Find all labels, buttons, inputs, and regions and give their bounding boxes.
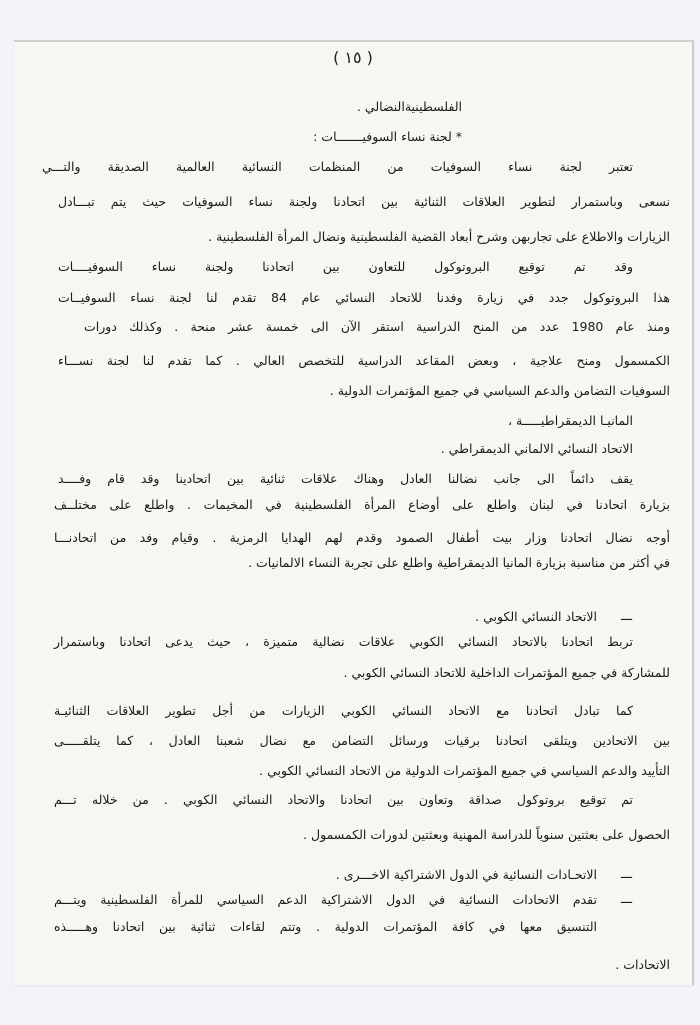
text-line: الاتحادات . xyxy=(615,957,670,972)
page-number: ( ١٥ ) xyxy=(333,48,373,67)
text-line: تربط اتحادنا بالاتحاد النسائي الكوبي علاقات نضالية متميزة ، حيث يدعى اتحادنا وباستمرار xyxy=(54,634,633,649)
text-line: هذا البروتوكول جدد في زيارة وفدنا للاتحاد النسائي عام 84 تقدم لنا لجنة نساء السوفيــات xyxy=(58,290,670,305)
text-line: وقد تم توقيع البروتوكول للتعاون بين اتحادنا ولجنة نساء السوفيــــات xyxy=(58,259,633,274)
text-line: السوفيات التضامن والدعم السياسي في جميع المؤتمرات الدولية . xyxy=(329,383,670,398)
text-line: بزيارة اتحادنا في لبنان واطلع على أوضاع المرأة الفلسطينية في المخيمات . واطلع على مختلــف xyxy=(54,497,670,512)
section-heading-gdr: المانيـا الديمقراطيـــــة ، xyxy=(508,413,633,428)
text-line: الحصول على بعثتين سنوياً للدراسة المهنية وبعثتين لدورات الكمسمول . xyxy=(303,827,670,842)
text-line: تقدم الاتحادات النسائية في الدول الاشتراكية الدعم السياسي للمرأة الفلسطينية ويتـــم xyxy=(54,892,597,907)
bullet-dash: ـــ xyxy=(621,891,632,906)
text-line: تم توقيع بروتوكول صداقة وتعاون بين اتحادنا والاتحاد النسائي الكوبي . من خلاله تـــم xyxy=(54,792,633,807)
document-page xyxy=(14,40,694,985)
text-line: أوجه نضال اتحادنا وزار بيت أطفال الصمود وقدم لهم الهدايا الرمزية . وقيام وفد من اتحادنـــا xyxy=(54,530,670,545)
bullet-dash: ـــ xyxy=(621,866,632,881)
text-line: في أكثر من مناسبة بزيارة المانيا الديمقراطية واطلع على تجربة النساء الالمانيات . xyxy=(248,555,670,570)
section-heading-socialist-countries: الاتحـادات النسائية في الدول الاشتراكية الاخـــرى . xyxy=(335,867,597,882)
text-line: التأييد والدعم السياسي في جميع المؤتمرات الدولية من الاتحاد النسائي الكوبي . xyxy=(259,763,670,778)
text-line: بين الاتحادين ويتلقى اتحادنا برقيات ورسائل التضامن مع نضال شعبنا العادل ، كما يتلقـــــى xyxy=(54,733,670,748)
text-line: يقف دائماً الى جانب نضالنا العادل وهناك علاقات ثنائية بين اتحادينا وقد قام وفــــد xyxy=(58,471,633,486)
text-line: للمشاركة في جميع المؤتمرات الداخلية للاتحاد النسائي الكوبي . xyxy=(343,665,670,680)
text-line: الاتحاد النسائي الالماني الديمقراطي . xyxy=(440,441,633,456)
text-line: كما تبادل اتحادنا مع الاتحاد النسائي الكوبي الزيارات من أجل تطوير العلاقات الثنائيـة xyxy=(54,703,633,718)
text-line: الكمسمول ومنح علاجية ، وبعض المقاعد الدراسية للتخصص العالي . كما تقدم لنا لجنة نســـاء xyxy=(58,353,670,368)
text-line: ومنذ عام 1980 عدد من المنح الدراسية استقر الآن الى خمسة عشر منحة . وكذلك دورات xyxy=(84,319,670,334)
text-line: الزيارات والاطلاع على تجاربهن وشرح أبعاد القضية الفلسطينية ونضال المرأة الفلسطينية . xyxy=(208,229,670,244)
section-heading-cuba: الاتحاد النسائي الكوبي . xyxy=(475,609,597,624)
bullet-dash: ـــ xyxy=(621,608,632,623)
text-line: تعتبر لجنة نساء السوفيات من المنظمات النسائية العالمية الصديقة والتـــي xyxy=(42,159,633,174)
text-line: التنسيق معها في كافة المؤتمرات الدولية . وتتم لقاءات ثنائية بين اتحادنا وهـــــذه xyxy=(54,919,597,934)
section-heading-soviet-women: * لجنة نساء السوفيـــــــات : xyxy=(313,129,462,144)
text-line: نسعى وباستمرار لتطوير العلاقات الثنائية بين اتحادنا ولجنة نساء السوفيات حيث يتم تبـــادل xyxy=(58,194,670,209)
text-line: الفلسطينيةالنضالي . xyxy=(356,99,462,114)
